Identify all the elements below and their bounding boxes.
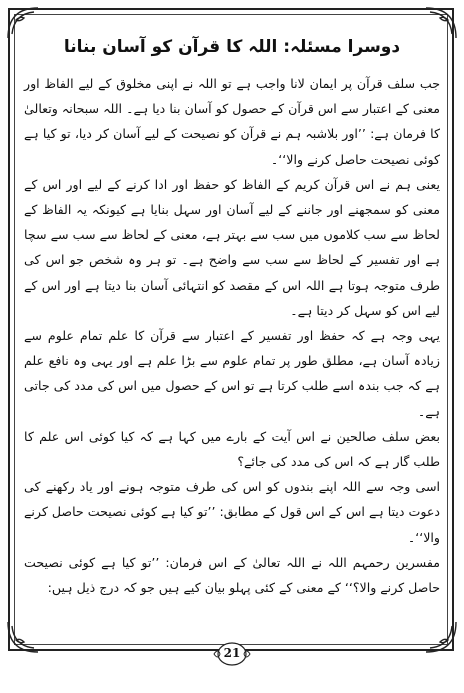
paragraph-6: مفسرین رحمہم اللہ نے اللہ تعالیٰ کے اس فرمان: ’’تو کیا ہے کوئی نصیحت حاصل کرنے والا؟‘‘ کے معنی کے کئی پہلو بیان کیے ہیں جو کہ درج ذیل ہیں: <box>24 554 440 596</box>
paragraph-5: اسی وجہ سے اللہ اپنے بندوں کو اس کی طرف متوجہ ہونے اور یاد رکھنے کی دعوت دیتا ہے اس کے اس قول کے مطابق: ’’تو کیا ہے کوئی نصیحت حاصل کرنے والا‘‘۔ <box>24 479 440 545</box>
paragraph-2: یعنی ہم نے اس قرآن کریم کے الفاظ کو حفظ اور ادا کرنے کے لیے اور اس کے معنی کو سمجھنے اور جاننے کے لیے آسان اور سہل بنایا ہے کیونکہ یہ الفاظ کے لحاظ سے سب کلاموں میں سب سے بہتر ہے، معنی کے لحاظ سے سب سے سچا ہے اور تفسیر کے لحاظ سے سب سے واضح ہے۔ تو ہر وہ شخص جو اس کی طرف متوجہ ہوتا ہے اللہ اس کے مقصد کو انتہائی آسان بنا دیتا ہے اور اس کے لیے اس کو سہل کر دیتا ہے۔ <box>24 176 440 318</box>
page-number-badge <box>212 640 252 668</box>
paragraph-1: جب سلف قرآن پر ایمان لانا واجب ہے تو اللہ نے اپنی مخلوق کے لیے الفاظ اور معنی کے اعتبار سے اس قرآن کے حصول کو آسان بنا دیا ہے۔ اللہ سبحانہ وتعالیٰ کا فرمان ہے: ’’اور بلاشبہ ہم نے قرآن کو نصیحت کے لیے آسان کر دیا، تو کیا ہے کوئی نصیحت حاصل کرنے والا‘‘۔ <box>24 76 440 167</box>
page-content <box>24 28 440 600</box>
section-heading: دوسرا مسئلہ: اللہ کا قرآن کو آسان بنانا <box>63 37 401 57</box>
corner-ornament-bottom-right <box>424 620 458 654</box>
paragraph-3: یہی وجہ ہے کہ حفظ اور تفسیر کے اعتبار سے قرآن کا علم تمام علوم سے زیادہ آسان ہے، مطلق طور پر تمام علوم سے بڑا علم ہے اور یہی وہ نافع علم ہے کہ جب بندہ اسے طلب کرتا ہے تو اس کے حصول میں اس کی مدد کی جاتی ہے۔ <box>24 328 440 419</box>
paragraph-4: بعض سلف صالحین نے اس آیت کے بارے میں کہا ہے کہ کیا کوئی اس علم کا طلب گار ہے کہ اس کی مدد کی جائے؟ <box>24 428 440 470</box>
page-number: 21 <box>223 646 241 660</box>
corner-ornament-bottom-left <box>6 620 40 654</box>
